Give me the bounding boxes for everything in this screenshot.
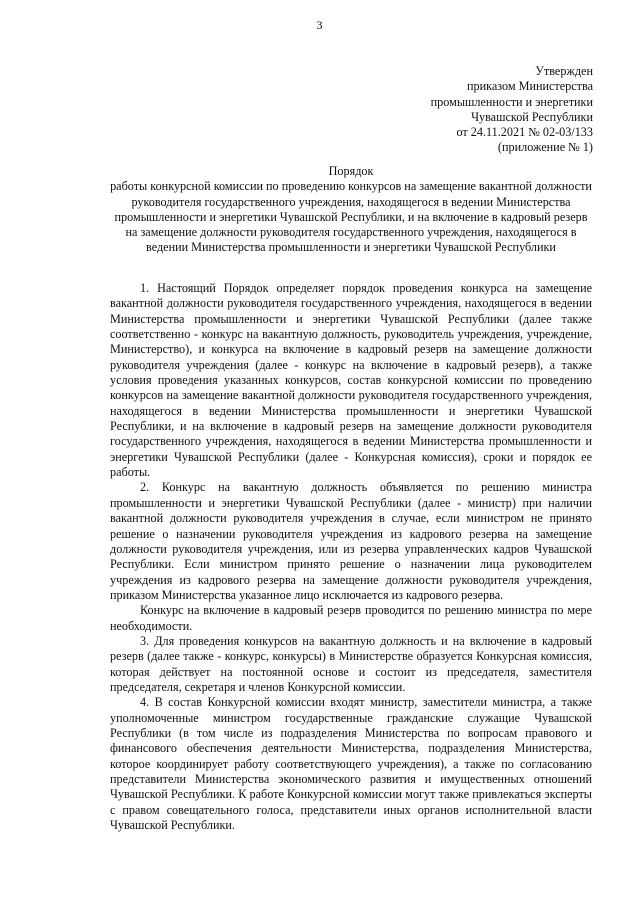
paragraph: 3. Для проведения конкурсов на вакантную должность и на включение в кадровый резерв (далее также - конкурс, конкурсы) в Министерстве образуется Конкурсная комиссия, которая действует на постоянной основе и состоит из председателя, заместителя председателя, секретаря и членов Конкурсной комиссии. bbox=[110, 633, 592, 694]
approval-line: (приложение № 1) bbox=[497, 140, 593, 155]
approval-line: приказом Министерства bbox=[466, 79, 593, 94]
paragraph: 1. Настоящий Порядок определяет порядок проведения конкурса на замещение вакантной должности руководителя государственного учреждения, находящегося в ведении Министерства промышленности и энергетики Чувашской Республики (далее также соответственно - конкурс на вакантную должность, руководитель учреждения, учреждение, Министерство), и конкурса на включение в кадровый резерв на замещение должности руководителя учреждения (далее - конкурс на включение в кадровый резерв), а также условия проведения указанных конкурсов, состав конкурсной комиссии по проведению конкурсов на замещение вакантной должности руководителя государственного учреждения, находящегося в ведении Министерства промышленности и энергетики Чувашской Республики, и на включение в кадровый резерв на замещение должности руководителя государственного учреждения, находящегося в ведении Министерства промышленности и энергетики Чувашской Республики (далее - Конкурсная комиссия), сроки и порядок ее работы. bbox=[110, 281, 592, 480]
page-number: 3 bbox=[316, 18, 323, 32]
document-body bbox=[110, 281, 592, 833]
document-title bbox=[110, 164, 592, 256]
title-subtitle: работы конкурсной комиссии по проведению конкурсов на замещение вакантной должности руководителя государственного учреждения, находящегося в ведении Министерства промышленности и энергетики Чувашской Республики, и на включение в кадровый резерв на замещение должности руководителя государственного учреждения, находящегося в ведении Министерства промышленности и энергетики Чувашской Республики bbox=[110, 179, 592, 255]
approval-block bbox=[431, 64, 593, 156]
approval-line: Чувашской Республики bbox=[471, 109, 593, 124]
paragraph: 2. Конкурс на вакантную должность объявляется по решению министра промышленности и энергетики Чувашской Республики (далее - министр) при наличии вакантной должности руководителя учреждения в случае, если министром не принято решение о назначении руководителя учреждения из кадрового резерва на замещение должности руководителя учреждения, или из резерва управленческих кадров Чувашской Республики. Если министром принято решение о назначении лица руководителем учреждения из кадрового резерва на замещение должности руководителя учреждения, приказом Министерства указанное лицо исключается из кадрового резерва. bbox=[110, 480, 592, 602]
approval-line: Утвержден bbox=[535, 64, 593, 78]
paragraph: Конкурс на включение в кадровый резерв проводится по решению министра по мере необходимости. bbox=[110, 603, 592, 633]
approval-line: промышленности и энергетики bbox=[430, 94, 593, 109]
title-heading: Порядок bbox=[328, 164, 374, 178]
approval-line: от 24.11.2021 № 02-03/133 bbox=[456, 125, 593, 140]
paragraph: 4. В состав Конкурсной комиссии входят министр, заместители министра, а также уполномоченные министром государственные гражданские служащие Чувашской Республики (в том числе из подразделения Министерства по вопросам правового и финансового обеспечения деятельности Министерства, подразделения Министерства, которое координирует работу соответствующего учреждения), а также по согласованию представители Министерства экономического развития и имущественных отношений Чувашской Республики. К работе Конкурсной комиссии могут также привлекаться эксперты с правом совещательного голоса, представители иных органов исполнительной власти Чувашской Республики. bbox=[110, 695, 592, 833]
